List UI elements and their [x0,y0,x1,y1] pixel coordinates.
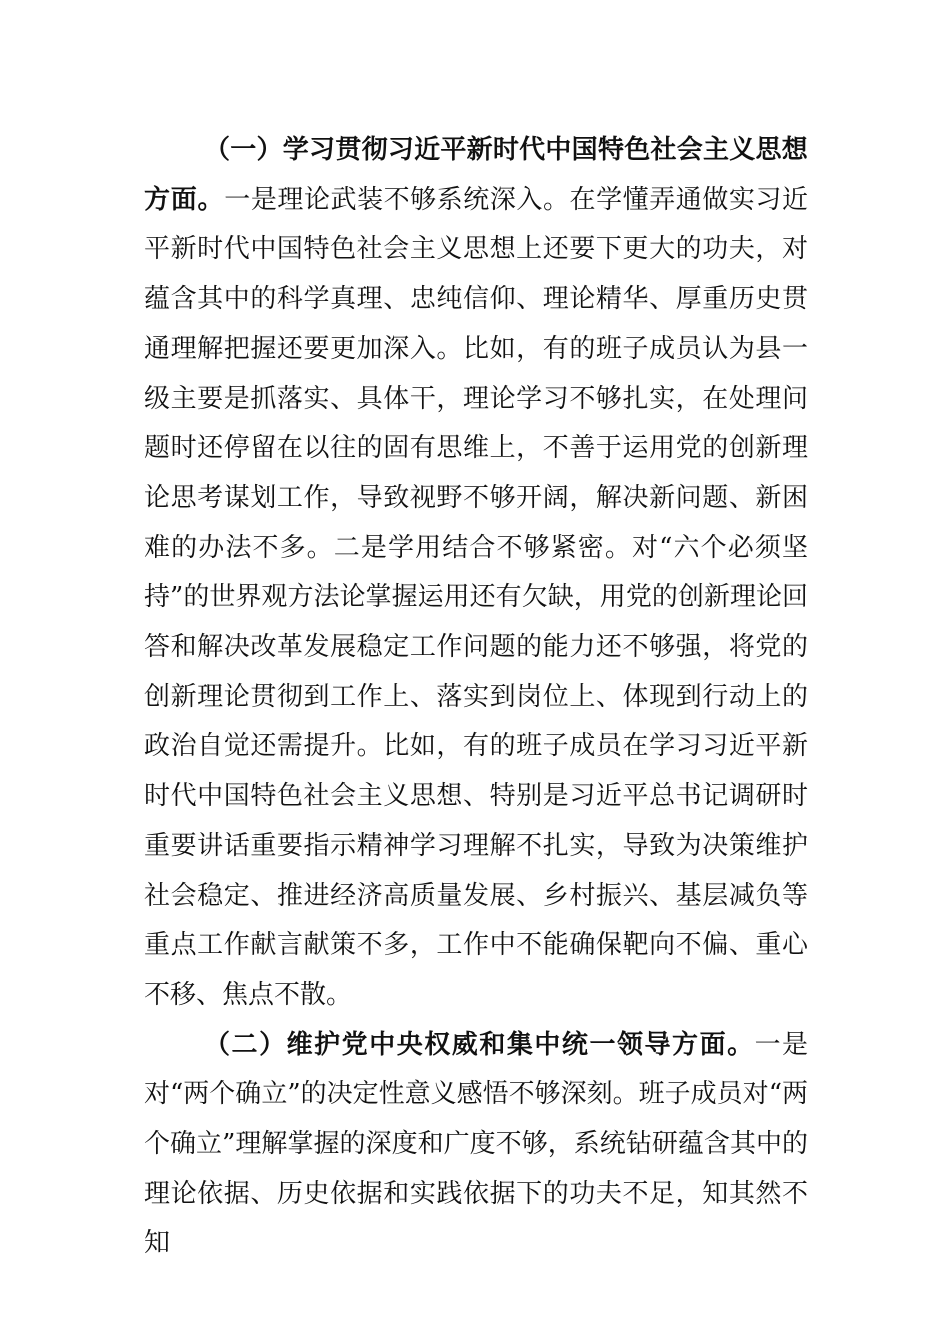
paragraph-2-body: 一是对“两个确立”的决定性意义感悟不够深刻。班子成员对“两个确立”理解掌握的深度和广度不够，系统钻研蕴含其中的理论依据、历史依据和实践依据下的功夫不足，知其然不知 [144,1029,808,1259]
paragraph-1-body: 一是理论武装不够系统深入。在学懂弄通做实习近平新时代中国特色社会主义思想上还要下更大的功夫，对蕴含其中的科学真理、忠纯信仰、理论精华、厚重历史贯通理解把握还要更加深入。比如，有的班子成员认为县一级主要是抓落实、具体干，理论学习不够扎实，在处理问题时还停留在以往的固有思维上，不善于运用党的创新理论思考谋划工作，导致视野不够开阔，解决新问题、新困难的办法不多。二是学用结合不够紧密。对“六个必须坚持”的世界观方法论掌握运用还有欠缺，用党的创新理论回答和解决改革发展稳定工作问题的能力还不够强，将党的创新理论贯彻到工作上、落实到岗位上、体现到行动上的政治自觉还需提升。比如，有的班子成员在学习习近平新时代中国特色社会主义思想、特别是习近平总书记调研时重要讲话重要指示精神学习理解不扎实，导致为决策维护社会稳定、推进经济高质量发展、乡村振兴、基层减负等重点工作献言献策不多，工作中不能确保靶向不偏、重心不移、焦点不散。 [144,184,808,1010]
paragraph-2-heading: （二）维护党中央权威和集中统一领导方面。 [204,1029,755,1060]
document-body [144,126,808,1269]
paragraph-1-heading: （一）学习贯彻习近平新时代中国特色社会主义思想方面。 [144,135,808,215]
paragraph-1 [144,126,808,1021]
paragraph-2 [144,1021,808,1270]
